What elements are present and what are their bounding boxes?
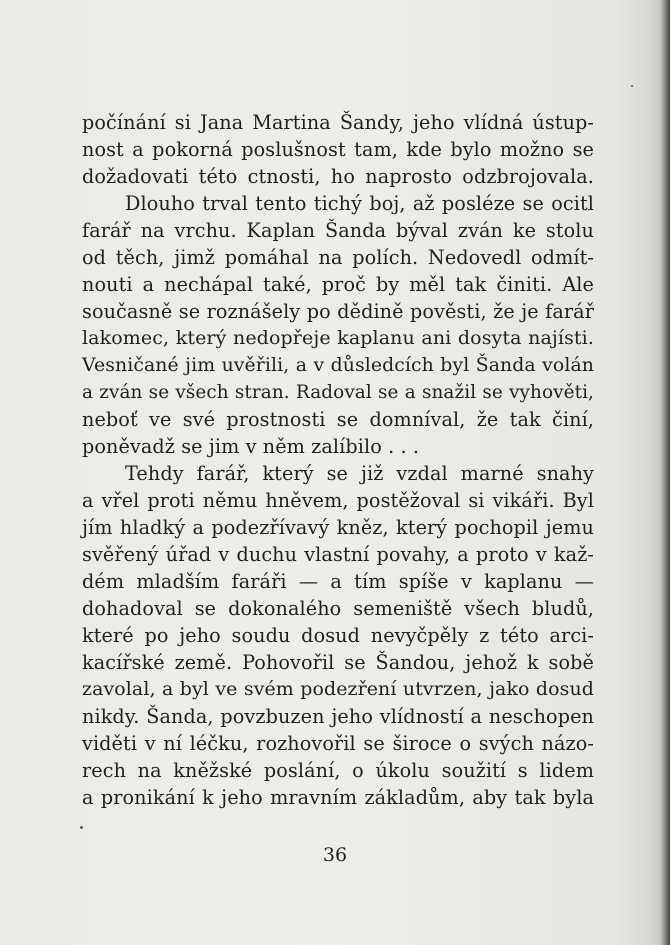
text-line: nouti a nechápal také, proč by měl tak činiti. Ale	[82, 273, 594, 296]
text-line: svěřený úřad v duchu vlastní povahy, a proto v kaž-	[82, 543, 594, 566]
text-line: lakomec, který nedopřeje kaplanu ani dosyta najísti.	[82, 327, 594, 349]
text-line: a vřel proti němu hněvem, postěžoval si vikáři. Byl	[82, 489, 594, 512]
text-line: kacířské země. Pohovořil se Šandou, jehož k sobě	[82, 651, 594, 674]
text-line: viděti v ní léčku, rozhovořil se široce o svých názo-	[82, 732, 594, 755]
text-line: dožadovati této ctnosti, ho naprosto odzbrojovala.	[82, 165, 594, 188]
ink-speck	[80, 826, 83, 829]
text-line: poněvadž se jim v něm zalíbilo . . .	[82, 435, 420, 458]
text-line: Tehdy farář, který se již vzdal marné snahy	[125, 462, 594, 485]
text-line: zavolal, a byl ve svém podezření utvrzen, jako dosud	[82, 678, 594, 700]
text-line: nikdy. Šanda, povzbuzen jeho vlídností a neschopen	[82, 705, 594, 728]
text-line: od těch, jimž pomáhal na polích. Nedovedl odmít-	[82, 246, 594, 269]
book-spine-edge	[660, 0, 670, 945]
text-line: dém mladším faráři — a tím spíše v kaplanu —	[82, 570, 594, 593]
text-line: které po jeho soudu dosud nevyčpěly z této arci-	[82, 624, 594, 647]
text-line: Vesničané jim uvěřili, a v důsledcích byl Šanda volán	[82, 355, 594, 376]
text-line: Dlouho trval tento tichý boj, až posléze se ocitl	[125, 192, 594, 215]
text-line: a zván se všech stran. Radoval se a snažil se vyhověti,	[82, 382, 594, 403]
body-text	[82, 109, 594, 811]
text-line: farář na vrchu. Kaplan Šanda býval zván ke stolu	[82, 219, 594, 242]
ink-speck	[631, 85, 633, 87]
text-line: nost a pokorná poslušnost tam, kde bylo možno se	[82, 138, 594, 161]
page-number: 36	[322, 844, 348, 866]
text-line: a pronikání k jeho mravním základům, aby tak byla	[82, 786, 594, 809]
text-line: rech na kněžské poslání, o úkolu soužití s lidem	[82, 759, 594, 782]
text-line: neboť ve své prostnosti se domníval, že tak činí,	[82, 408, 594, 431]
text-line: dohadoval se dokonalého semeniště všech bludů,	[82, 597, 594, 620]
text-line: jím hladký a podezřívavý kněz, který pochopil jemu	[82, 516, 594, 539]
text-line: současně se roznášely po dědině pověsti, že je farář	[82, 300, 594, 323]
text-line: počínání si Jana Martina Šandy, jeho vlídná ústup-	[82, 111, 594, 134]
